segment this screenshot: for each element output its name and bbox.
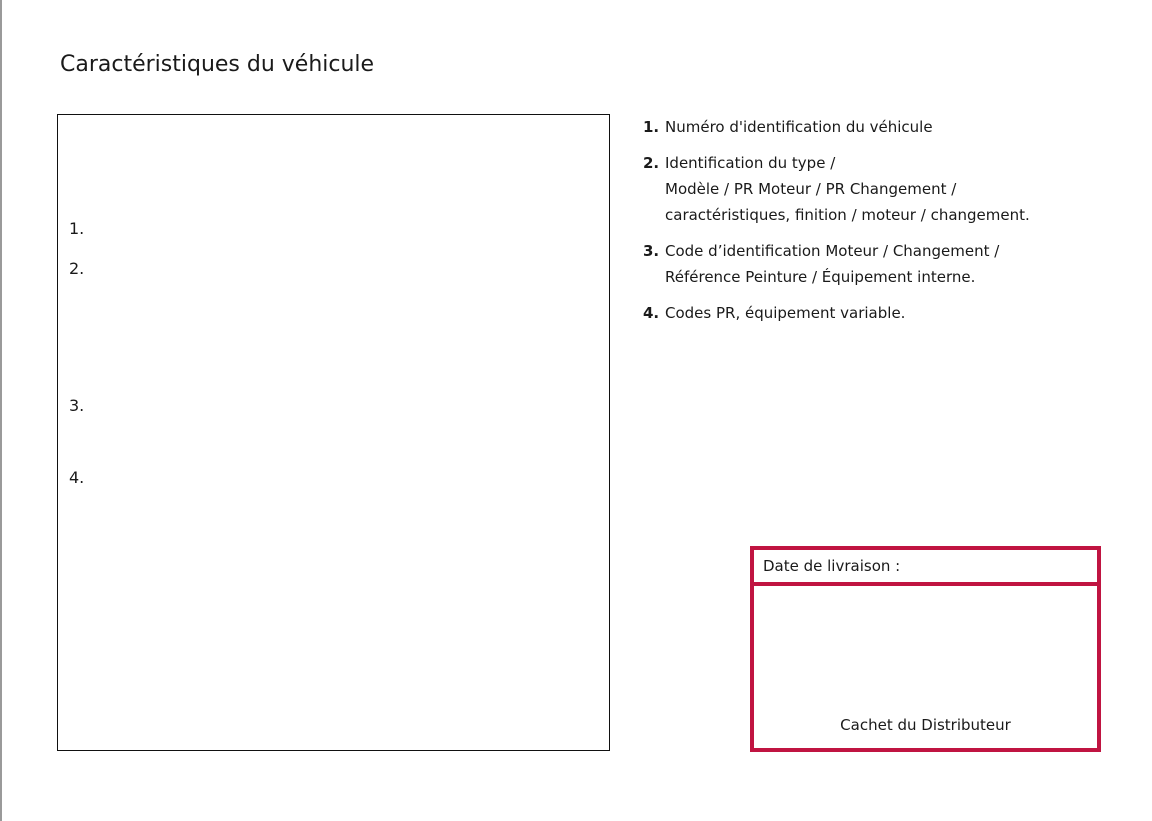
- legend-item: [643, 150, 1113, 228]
- legend-number: 2.: [643, 154, 660, 172]
- sticker-field-number-4: 4.: [69, 468, 85, 487]
- delivery-date-label: Date de livraison :: [763, 557, 901, 575]
- legend-item: [643, 238, 1113, 290]
- legend-line: Identification du type /: [665, 154, 836, 172]
- dealer-stamp-box: [750, 546, 1101, 752]
- legend-item: [643, 114, 1113, 140]
- legend-line: Code d’identification Moteur / Changement /: [665, 242, 1000, 260]
- legend-line: Modèle / PR Moteur / PR Changement /: [665, 180, 957, 198]
- legend-line: Codes PR, équipement variable.: [665, 304, 906, 322]
- sticker-field-number-3: 3.: [69, 396, 85, 415]
- page-title: Caractéristiques du véhicule: [60, 52, 375, 77]
- delivery-date-field: [754, 550, 1097, 586]
- legend-number: 3.: [643, 242, 660, 260]
- field-legend: [643, 114, 1113, 336]
- sticker-field-number-1: 1.: [69, 219, 85, 238]
- legend-line: caractéristiques, finition / moteur / changement.: [665, 206, 1030, 224]
- sticker-field-number-2: 2.: [69, 259, 85, 278]
- legend-text: [665, 300, 905, 326]
- legend-line: Référence Peinture / Équipement interne.: [665, 268, 976, 286]
- vehicle-data-sticker-box: [57, 114, 610, 751]
- page-left-edge: [0, 0, 2, 821]
- legend-number: 4.: [643, 304, 660, 322]
- legend-text: [665, 150, 1030, 228]
- dealer-stamp-label: Cachet du Distributeur: [840, 716, 1011, 734]
- legend-number: 1.: [643, 118, 660, 136]
- legend-text: [665, 114, 933, 140]
- legend-line: Numéro d'identification du véhicule: [665, 118, 933, 136]
- legend-item: [643, 300, 1113, 326]
- legend-text: [665, 238, 999, 290]
